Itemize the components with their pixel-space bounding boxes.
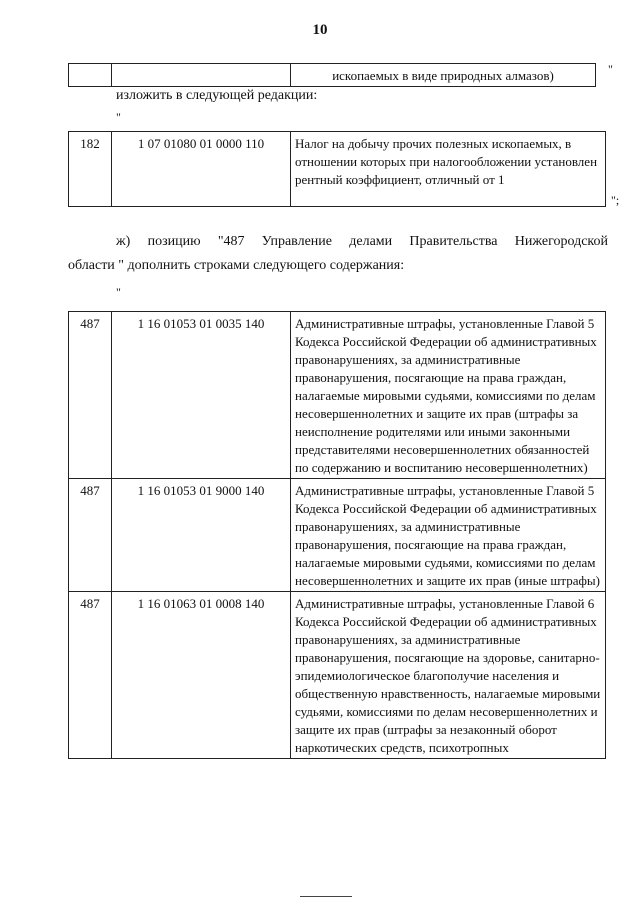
table-487 <box>68 311 606 759</box>
page-number: 10 <box>312 22 328 38</box>
paragraph-line: области " дополнить строками следующего содержания: <box>68 258 405 273</box>
name-cell: ископаемых в виде природных алмазов) <box>291 64 596 87</box>
kbk-cell <box>112 64 291 87</box>
name-cell: Административные штрафы, установленные Главой 6 Кодекса Российской Федерации об административных правонарушениях, за административные правонарушения, посягающие на здоровье, санитарно-эпидемиологическое благополучие населения и общественную нравственность, налагаемые мировыми судьями, комиссиями по делам несовершеннолетних и защите их прав (штрафы за незаконный оборот наркотических средств, психотропных <box>291 592 606 759</box>
table-row <box>69 479 606 592</box>
closing-quote: "; <box>611 193 620 207</box>
kbk-cell: 1 16 01053 01 9000 140 <box>112 479 291 592</box>
closing-quote: " <box>608 62 613 76</box>
table-row <box>69 64 596 87</box>
code-cell: 487 <box>69 312 112 479</box>
kbk-cell: 1 16 01063 01 0008 140 <box>112 592 291 759</box>
name-cell: Налог на добычу прочих полезных ископаемых, в отношении которых при налогообложении установлен рентный коэффициент, отличный от 1 <box>291 132 606 207</box>
code-cell <box>69 64 112 87</box>
table-182 <box>68 131 606 207</box>
name-cell: Административные штрафы, установленные Главой 5 Кодекса Российской Федерации об административных правонарушениях, за административные правонарушения, посягающие на права граждан, налагаемые мировыми судьями, комиссиями по делам несовершеннолетних и защите их прав (штрафы за неисполнение родителями или иными законными представителями несовершеннолетних обязанностей по содержанию и воспитанию несовершеннолетних) <box>291 312 606 479</box>
kbk-cell: 1 07 01080 01 0000 110 <box>112 132 291 207</box>
previous-table-fragment <box>68 63 596 87</box>
paragraph-line: ж) позицию "487 Управление делами Правительства Нижегородской <box>116 234 608 249</box>
opening-quote: " <box>116 110 121 124</box>
paragraph-zh <box>68 230 608 278</box>
edit-instruction: изложить в следующей редакции: <box>116 88 318 103</box>
table-row <box>69 592 606 759</box>
code-cell: 182 <box>69 132 112 207</box>
code-cell: 487 <box>69 479 112 592</box>
code-cell: 487 <box>69 592 112 759</box>
name-cell: Административные штрафы, установленные Главой 5 Кодекса Российской Федерации об административных правонарушениях, за административные правонарушения, посягающие на права граждан, налагаемые мировыми судьями, комиссиями по делам несовершеннолетних и защите их прав (иные штрафы) <box>291 479 606 592</box>
kbk-cell: 1 16 01053 01 0035 140 <box>112 312 291 479</box>
table-row <box>69 132 606 207</box>
opening-quote: " <box>116 285 121 299</box>
table-row <box>69 312 606 479</box>
footer-divider <box>300 896 352 897</box>
